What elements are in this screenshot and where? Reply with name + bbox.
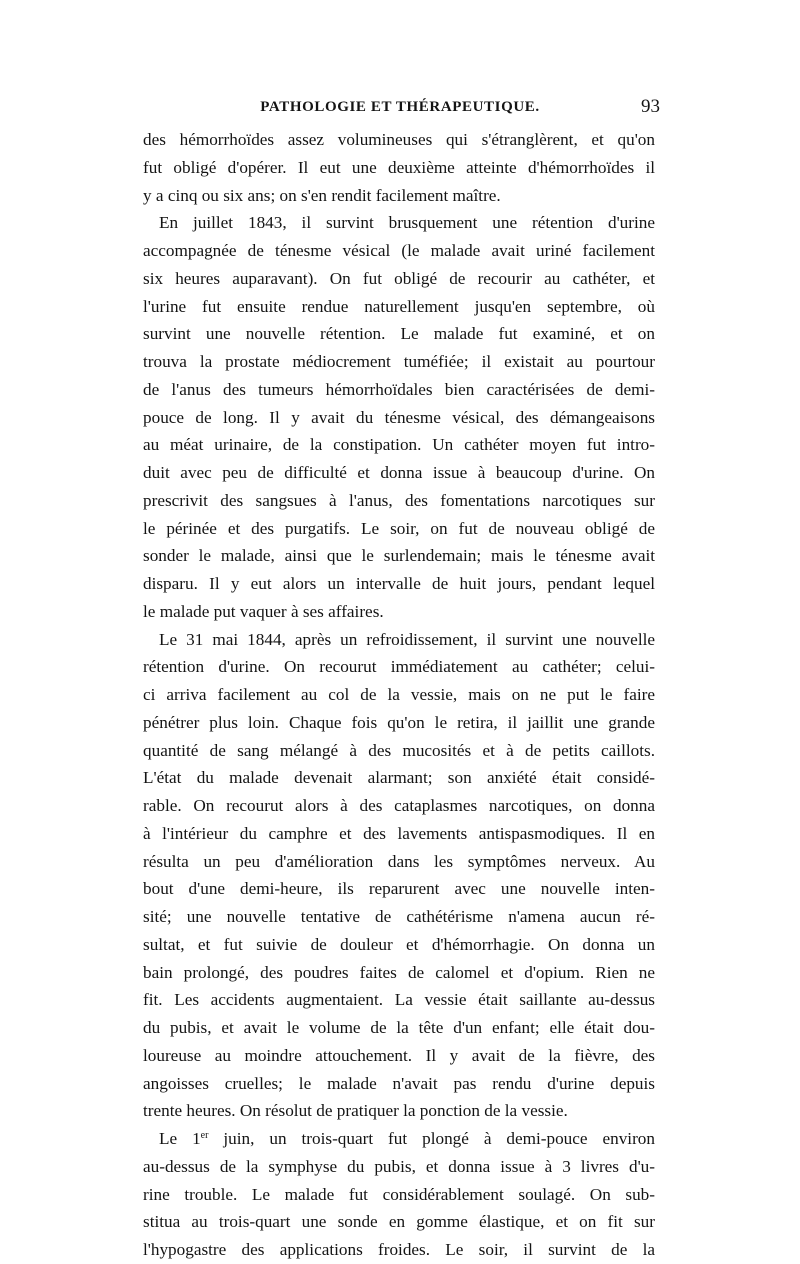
text-line: trente heures. On résolut de pratiquer la ponction de la vessie.: [143, 1101, 568, 1121]
text-line: sultat, et fut suivie de douleur et d'hémorrhagie. On donna un: [143, 934, 655, 954]
text-line: bain prolongé, des poudres faites de calomel et d'opium. Rien ne: [143, 962, 655, 982]
text-line: l'hypogastre des applications froides. Le soir, il survint de la: [143, 1240, 655, 1259]
line-segment: juin, un trois-quart fut plongé à demi-pouce environ: [208, 1129, 655, 1148]
text-line: de l'anus des tumeurs hémorrhoïdales bien caractérisées de demi-: [143, 379, 655, 399]
page-number: 93: [641, 96, 660, 117]
text-line: angoisses cruelles; le malade n'avait pas rendu d'urine depuis: [143, 1073, 655, 1093]
text-line: survint une nouvelle rétention. Le malade fut examiné, et on: [143, 324, 655, 344]
text-line: pouce de long. Il y avait du ténesme vésical, des démangeaisons: [143, 407, 655, 427]
text-line: des hémorrhoïdes assez volumineuses qui s'étranglèrent, et qu'on: [143, 130, 655, 149]
text-line: le périnée et des purgatifs. Le soir, on fut de nouveau obligé de: [143, 518, 655, 538]
text-line: au méat urinaire, de la constipation. Un cathéter moyen fut intro-: [143, 435, 655, 455]
text-line: pénétrer plus loin. Chaque fois qu'on le retira, il jaillit une grande: [143, 712, 655, 732]
text-line: quantité de sang mélangé à des mucosités et à de petits caillots.: [143, 740, 655, 760]
text-line: ci arriva facilement au col de la vessie, mais on ne put le faire: [143, 685, 655, 704]
text-line: six heures auparavant). On fut obligé de recourir au cathéter, et: [143, 268, 655, 288]
text-line: sonder le malade, ainsi que le surlendemain; mais le ténesme avait: [143, 546, 655, 566]
text-line: L'état du malade devenait alarmant; son anxiété était considé-: [143, 768, 655, 788]
text-line: disparu. Il y eut alors un intervalle de huit jours, pendant lequel: [143, 574, 655, 593]
text-line: le malade put vaquer à ses affaires.: [143, 601, 384, 621]
text-line: au-dessus de la symphyse du pubis, et donna issue à 3 livres d'u-: [143, 1156, 655, 1176]
text-line: accompagnée de ténesme vésical (le malade avait uriné facilement: [143, 241, 655, 260]
text-line: prescrivit des sangsues à l'anus, des fomentations narcotiques sur: [143, 490, 655, 510]
text-line: fut obligé d'opérer. Il eut une deuxième atteinte d'hémorrhoïdes il: [143, 157, 655, 177]
running-title: PATHOLOGIE ET THÉRAPEUTIQUE.: [260, 99, 540, 115]
text-line: [143, 1125, 655, 1153]
text-line: Le 31 mai 1844, après un refroidissement, il survint une nouvelle: [159, 629, 655, 649]
text-line: sité; une nouvelle tentative de cathétérisme n'amena aucun ré-: [143, 907, 655, 926]
line-segment: Le 1: [159, 1129, 201, 1148]
text-line: loureuse au moindre attouchement. Il y avait de la fièvre, des: [143, 1045, 655, 1065]
text-line: stitua au trois-quart une sonde en gomme élastique, et on fit sur: [143, 1212, 655, 1232]
text-line: résulta un peu d'amélioration dans les symptômes nerveux. Au: [143, 851, 655, 871]
text-line: bout d'une demi-heure, ils reparurent avec une nouvelle inten-: [143, 879, 655, 899]
text-line: fit. Les accidents augmentaient. La vessie était saillante au-dessus: [143, 990, 655, 1010]
text-line: duit avec peu de difficulté et donna issue à beaucoup d'urine. On: [143, 463, 655, 482]
text-line: rétention d'urine. On recourut immédiatement au cathéter; celui-: [143, 657, 655, 677]
text-line: l'urine fut ensuite rendue naturellement jusqu'en septembre, où: [143, 296, 655, 316]
text-line: trouva la prostate médiocrement tuméfiée; il existait au pourtour: [143, 352, 655, 371]
body-text: [143, 126, 655, 1264]
text-line: à l'intérieur du camphre et des lavements antispasmodiques. Il en: [143, 823, 655, 843]
text-line: En juillet 1843, il survint brusquement une rétention d'urine: [159, 213, 655, 233]
text-line: rable. On recourut alors à des cataplasmes narcotiques, on donna: [143, 796, 655, 815]
text-line: du pubis, et avait le volume de la tête d'un enfant; elle était dou-: [143, 1018, 655, 1037]
text-line: y a cinq ou six ans; on s'en rendit facilement maître.: [143, 185, 501, 205]
ordinal-superscript: er: [200, 1130, 209, 1141]
text-line: rine trouble. Le malade fut considérablement soulagé. On sub-: [143, 1184, 655, 1204]
page-header: [140, 96, 660, 122]
